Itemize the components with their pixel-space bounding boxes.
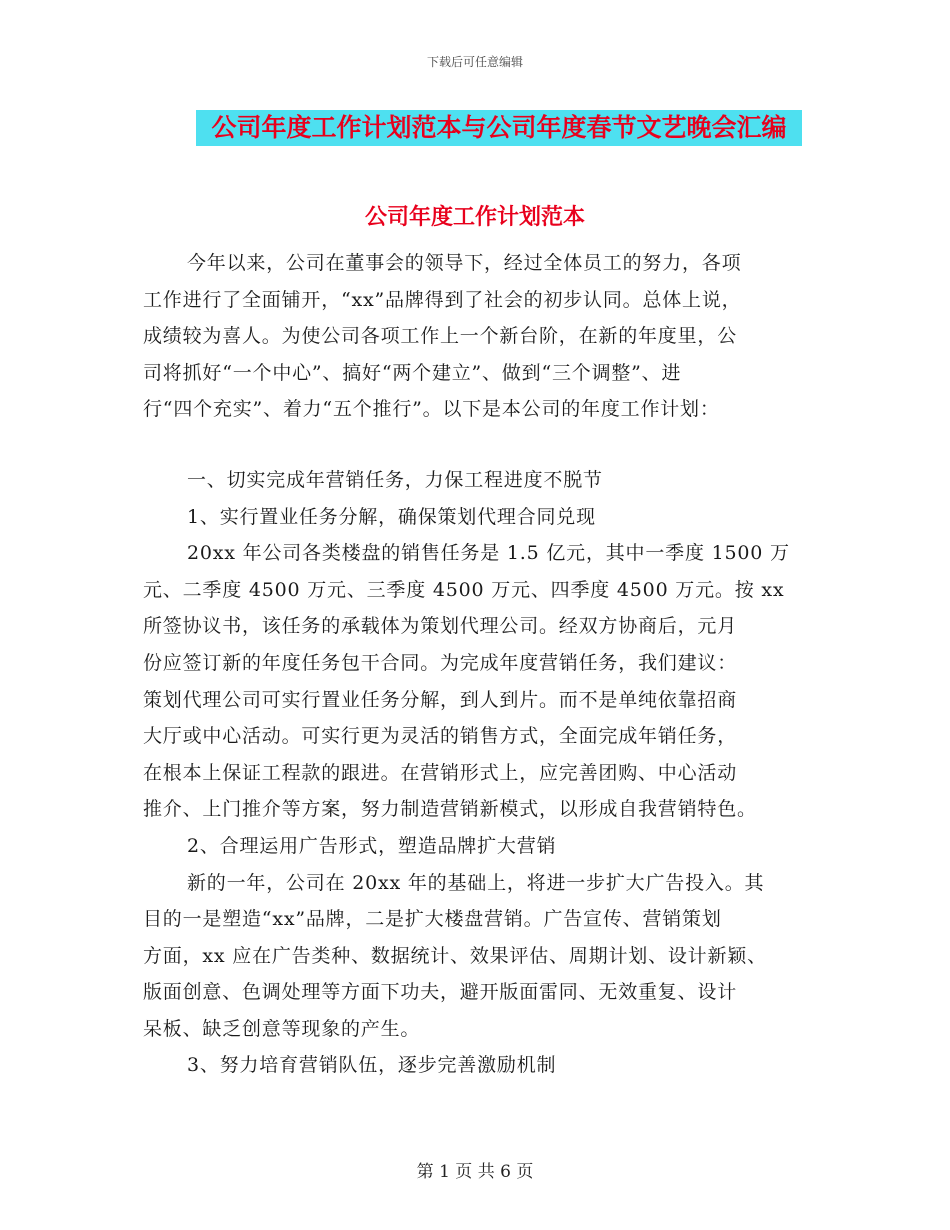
paragraph-line: 份应签订新的年度任务包干合同。为完成年度营销任务，我们建议： [143, 651, 738, 674]
paragraph-line: 在根本上保证工程款的跟进。在营销形式上，应完善团购、中心活动 [143, 761, 738, 784]
paragraph-line: 成绩较为喜人。为使公司各项工作上一个新台阶，在新的年度里，公 [143, 325, 738, 348]
subheading-3: 3、努力培育营销队伍，逐步完善激励机制 [187, 1054, 557, 1077]
paragraph-line: 元、二季度 4500 万元、三季度 4500 万元、四季度 4500 万元。按 xx [143, 578, 785, 601]
paragraph-line: 呆板、缺乏创意等现象的产生。 [143, 1017, 421, 1040]
body-text [143, 245, 808, 1084]
paragraph-line: 工作进行了全面铺开，“xx”品牌得到了社会的初步认同。总体上说， [143, 288, 742, 311]
doc-title: 公司年度工作计划范本与公司年度春节文艺晚会汇编 [211, 113, 787, 142]
paragraph-line: 今年以来，公司在董事会的领导下，经过全体员工的努力，各项 [187, 252, 742, 274]
header-note: 下载后可任意编辑 [426, 55, 523, 69]
heading-1: 一、切实完成年营销任务，力保工程进度不脱节 [187, 468, 603, 491]
paragraph-line: 目的一是塑造“xx”品牌，二是扩大楼盘营销。广告宣传、营销策划 [143, 908, 722, 931]
subheading-2: 2、合理运用广告形式，塑造品牌扩大营销 [187, 834, 557, 857]
paragraph-line: 所签协议书，该任务的承载体为策划代理公司。经双方协商后，元月 [143, 615, 738, 638]
section-title: 公司年度工作计划范本 [364, 205, 585, 230]
subheading-1: 1、实行置业任务分解，确保策划代理合同兑现 [187, 505, 596, 528]
paragraph-line: 大厅或中心活动。可实行更为灵活的销售方式，全面完成年销任务， [143, 725, 738, 748]
paragraph-gap [143, 428, 808, 462]
page-footer: 第 1 页 共 6 页 [416, 1162, 534, 1182]
paragraph-line: 推介、上门推介等方案，努力制造营销新模式，以形成自我营销特色。 [143, 798, 757, 821]
paragraph-line: 司将抓好“一个中心”、搞好“两个建立”、做到“三个调整”、进 [143, 361, 682, 384]
paragraph-line: 新的一年，公司在 20xx 年的基础上，将进一步扩大广告投入。其 [187, 871, 765, 894]
doc-title-highlight [196, 110, 802, 146]
paragraph-line: 行“四个充实”、着力“五个推行”。以下是本公司的年度工作计划： [143, 398, 720, 421]
paragraph-line: 版面创意、色调处理等方面下功夫，避开版面雷同、无效重复、设计 [143, 981, 738, 1004]
paragraph-line: 方面，xx 应在广告类种、数据统计、效果评估、周期计划、设计新颖、 [143, 944, 767, 967]
paragraph-line: 20xx 年公司各类楼盘的销售任务是 1.5 亿元，其中一季度 1500 万 [187, 542, 790, 565]
paragraph-line: 策划代理公司可实行置业任务分解，到人到片。而不是单纯依靠招商 [143, 688, 738, 711]
